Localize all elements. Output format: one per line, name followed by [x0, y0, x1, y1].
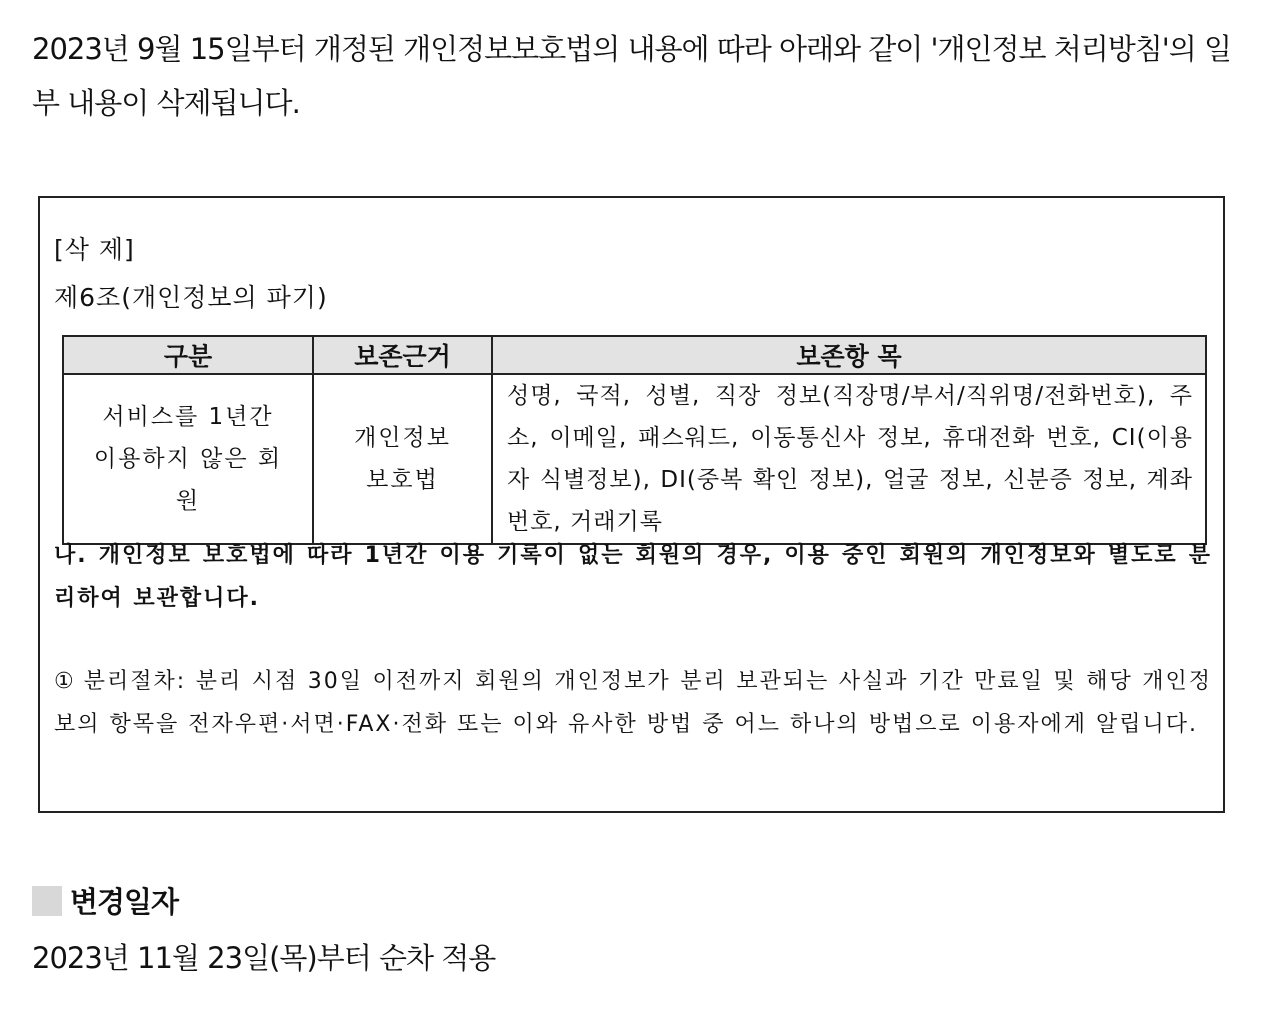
cell-basis	[313, 374, 492, 544]
cell-category	[63, 374, 313, 544]
paragraph-1-text: 분리절차: 분리 시점 30일 이전까지 회원의 개인정보가 분리 보관되는 사실과 기간 만료일 및 해당 개인정보의 항목을 전자우편·서면·FAX·전화 또는 이와 유사한 방법 중 어느 하나의 방법으로 이용자에게 알립니다.	[54, 669, 1212, 737]
change-date-text: 2023년 11월 23일(목)부터 순차 적용	[32, 941, 496, 975]
paragraph-separation-procedure	[54, 660, 1212, 746]
cell-basis-text: 개인정보 보호법	[354, 425, 451, 493]
deleted-content-box	[38, 196, 1225, 813]
table-row	[63, 374, 1206, 544]
intro-text: 2023년 9월 15일부터 개정된 개인정보보호법의 내용에 따라 아래와 같이 '개인정보 처리방침'의 일부 내용이 삭제됩니다.	[32, 32, 1232, 120]
change-date-title: 변경일자	[70, 885, 179, 919]
cell-items: 성명, 국적, 성별, 직장 정보(직장명/부서/직위명/전화번호), 주소, 이메일, 패스워드, 이동통신사 정보, 휴대전화 번호, CI(이용자 식별정보), DI(중복 확인 정보), 얼굴 정보, 신분증 정보, 계좌번호, 거래기록	[492, 374, 1206, 544]
deleted-label: [삭 제]	[54, 235, 135, 264]
header-category: 구분	[63, 336, 313, 374]
cell-category-text: 서비스를 1년간 이용하지 않은 회원	[93, 404, 283, 514]
change-date-heading	[32, 880, 178, 921]
table-header-row	[63, 336, 1206, 374]
circled-one-marker: ①	[54, 669, 76, 694]
paragraph-na: 나. 개인정보 보호법에 따라 1년간 이용 기록이 없는 회원의 경우, 이용 중인 회원의 개인정보와 별도로 분리하여 보관합니다.	[54, 543, 1212, 611]
square-bullet-icon	[32, 886, 62, 916]
header-items: 보존항 목	[492, 336, 1206, 374]
header-basis: 보존근거	[313, 336, 492, 374]
article-title: 제6조(개인정보의 파기)	[54, 283, 328, 312]
retention-table	[62, 335, 1207, 545]
